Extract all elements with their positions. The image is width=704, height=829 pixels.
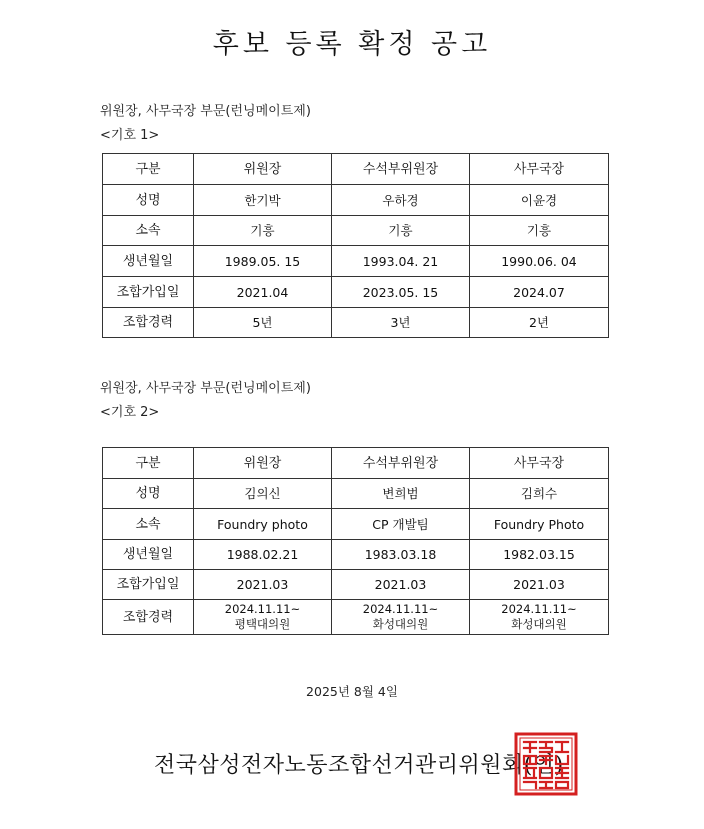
row-label: 성명 — [103, 479, 194, 509]
header-secretary-general: 사무국장 — [470, 448, 609, 479]
table-cell: Foundry photo — [194, 509, 332, 540]
table-cell: 2021.04 — [194, 277, 332, 308]
table-cell: 한기박 — [194, 185, 332, 216]
section-2-heading: 위원장, 사무국장 부문(런닝메이트제) — [100, 381, 311, 396]
header-secretary-general: 사무국장 — [470, 154, 609, 185]
table-cell — [332, 600, 470, 635]
table-cell: 2023.05. 15 — [332, 277, 470, 308]
career-role: 평택대의원 — [234, 617, 291, 631]
table-cell: 김희수 — [470, 479, 609, 509]
table-row — [103, 185, 609, 216]
table-cell: 2021.03 — [470, 570, 609, 600]
document-title: 후보 등록 확정 공고 — [212, 29, 492, 60]
table-cell: 1988.02.21 — [194, 540, 332, 570]
table-row — [103, 479, 609, 509]
header-senior-vice-chairman: 수석부위원장 — [332, 448, 470, 479]
candidate-2-label: <기호 2> — [100, 405, 160, 420]
table-row — [103, 308, 609, 338]
career-start: 2024.11.11~ — [362, 602, 439, 616]
announcement-date: 2025년 8월 4일 — [306, 684, 398, 699]
table-cell: 2년 — [470, 308, 609, 338]
table-header-row — [103, 154, 609, 185]
row-label: 성명 — [103, 185, 194, 216]
candidate-1-table — [102, 153, 609, 338]
header-chairman: 위원장 — [194, 448, 332, 479]
table-cell: 기흥 — [470, 216, 609, 246]
table-cell: 2021.03 — [194, 570, 332, 600]
table-cell: 변희범 — [332, 479, 470, 509]
header-chairman: 위원장 — [194, 154, 332, 185]
table-cell: Foundry Photo — [470, 509, 609, 540]
row-label: 생년월일 — [103, 246, 194, 277]
row-label: 소속 — [103, 509, 194, 540]
table-row — [103, 246, 609, 277]
table-row — [103, 600, 609, 635]
official-seal-icon — [514, 732, 578, 796]
table-cell: 3년 — [332, 308, 470, 338]
career-start: 2024.11.11~ — [501, 602, 577, 616]
table-cell: 이윤경 — [470, 185, 609, 216]
table-cell: 김의신 — [194, 479, 332, 509]
table-cell — [470, 600, 609, 635]
table-row — [103, 540, 609, 570]
table-cell: 1993.04. 21 — [332, 246, 470, 277]
row-label: 조합가입일 — [103, 277, 194, 308]
career-start: 2024.11.11~ — [224, 602, 301, 616]
header-category: 구분 — [103, 154, 194, 185]
table-cell: 1989.05. 15 — [194, 246, 332, 277]
row-label: 생년월일 — [103, 540, 194, 570]
row-label: 소속 — [103, 216, 194, 246]
table-cell: 1990.06. 04 — [470, 246, 609, 277]
table-cell: 1983.03.18 — [332, 540, 470, 570]
table-cell: CP 개발팀 — [332, 509, 470, 540]
table-header-row — [103, 448, 609, 479]
table-cell: 우하경 — [332, 185, 470, 216]
row-label: 조합가입일 — [103, 570, 194, 600]
table-row — [103, 216, 609, 246]
table-cell: 기흥 — [332, 216, 470, 246]
career-role: 화성대의원 — [372, 617, 429, 631]
table-cell — [194, 600, 332, 635]
table-row — [103, 277, 609, 308]
header-category: 구분 — [103, 448, 194, 479]
table-cell: 5년 — [194, 308, 332, 338]
career-role: 화성대의원 — [511, 617, 567, 631]
table-cell: 1982.03.15 — [470, 540, 609, 570]
section-1-heading: 위원장, 사무국장 부문(런닝메이트제) — [100, 104, 311, 119]
candidate-2-table — [102, 447, 609, 635]
candidate-1-label: <기호 1> — [100, 128, 160, 143]
table-cell: 2024.07 — [470, 277, 609, 308]
row-label: 조합경력 — [103, 308, 194, 338]
table-row — [103, 570, 609, 600]
table-cell: 기흥 — [194, 216, 332, 246]
header-senior-vice-chairman: 수석부위원장 — [332, 154, 470, 185]
table-row — [103, 509, 609, 540]
committee-signature: 전국삼성전자노동조합선거관리위원회(인) — [154, 753, 564, 778]
table-cell: 2021.03 — [332, 570, 470, 600]
row-label: 조합경력 — [103, 600, 194, 635]
